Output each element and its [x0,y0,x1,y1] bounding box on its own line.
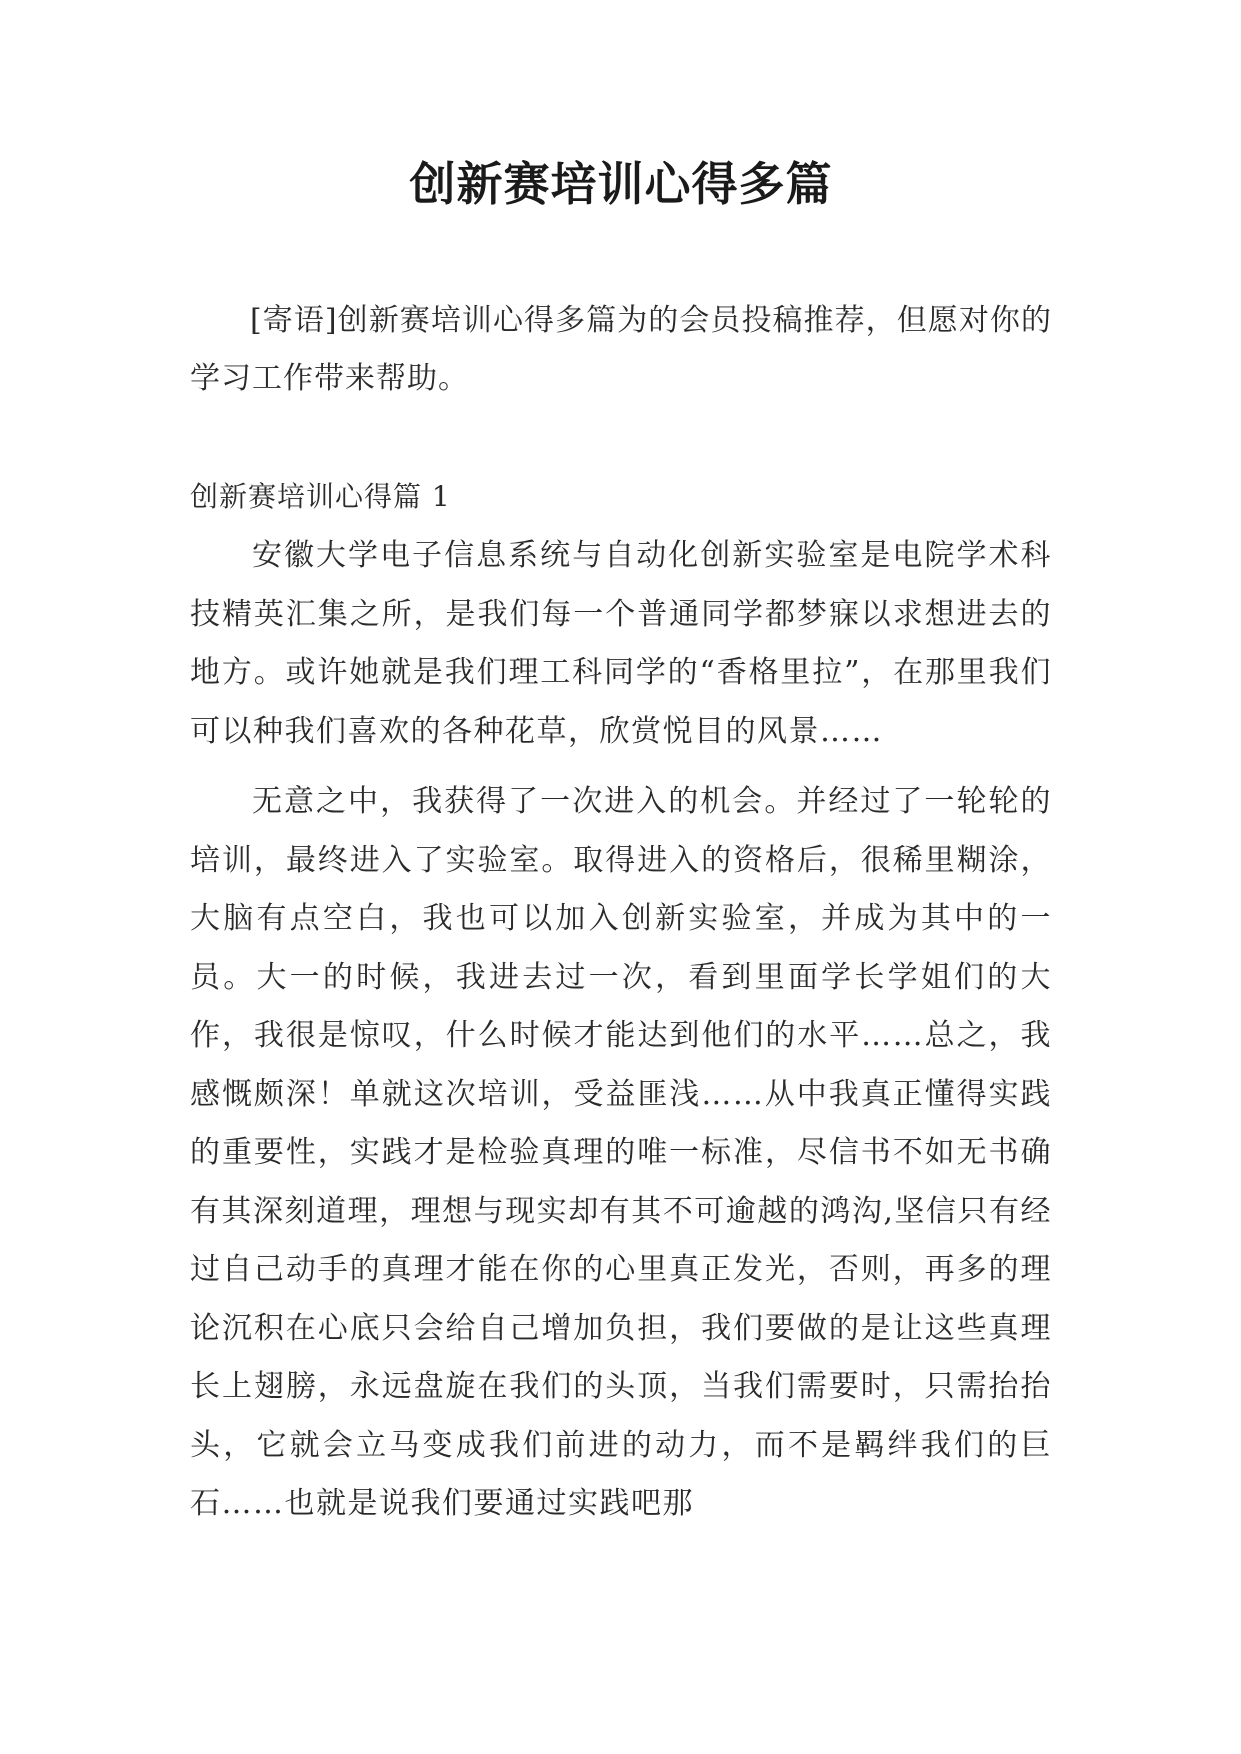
intro-paragraph: [寄语]创新赛培训心得多篇为的会员投稿推荐，但愿对你的学习工作带来帮助。 [190,303,1052,396]
body-paragraph-2: 无意之中，我获得了一次进入的机会。并经过了一轮轮的培训，最终进入了实验室。取得进入的资格后，很稀里糊涂，大脑有点空白，我也可以加入创新实验室，并成为其中的一员。大一的时候，我进去过一次，看到里面学长学姐们的大作，我很是惊叹，什么时候才能达到他们的水平……总之，我感慨颇深！单就这次培训，受益匪浅……从中我真正懂得实践的重要性，实践才是检验真理的唯一标准，尽信书不如无书确有其深刻道理，理想与现实却有其不可逾越的鸿沟,坚信只有经过自己动手的真理才能在你的心里真正发光，否则，再多的理论沉积在心底只会给自己增加负担，我们要做的是让这些真理长上翅膀，永远盘旋在我们的头顶，当我们需要时，只需抬抬头，它就会立马变成我们前进的动力，而不是羁绊我们的巨石……也就是说我们要通过实践吧那 [190,784,1052,1521]
section-1 [190,473,1052,1546]
document-title: 创新赛培训心得多篇 [409,157,833,211]
body-paragraph-1: 安徽大学电子信息系统与自动化创新实验室是电院学术科技精英汇集之所，是我们每一个普通同学都梦寐以求想进去的地方。或许她就是我们理工科同学的“香格里拉”，在那里我们可以种我们喜欢的各种花草，欣赏悦目的风景…… [190,538,1052,749]
section-heading: 创新赛培训心得篇 1 [190,480,451,513]
